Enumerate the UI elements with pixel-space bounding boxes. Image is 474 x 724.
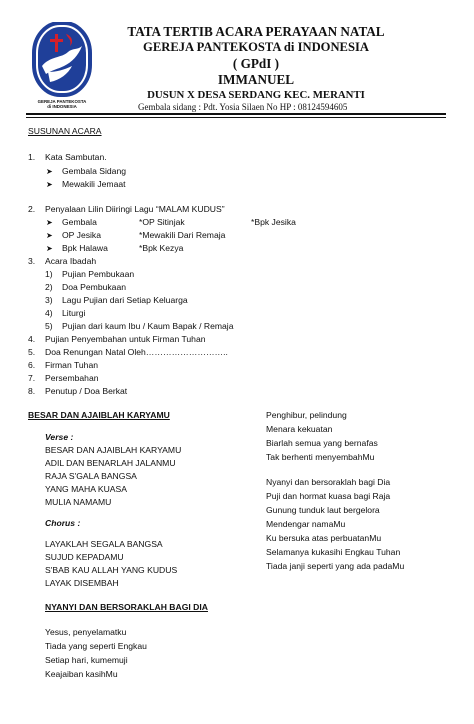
lyric-line: MULIA NAMAMU bbox=[45, 497, 112, 507]
lighter-name: *Mewakili Dari Remaja bbox=[139, 230, 226, 240]
section-heading-susunan: SUSUNAN ACARA bbox=[28, 126, 102, 136]
sub-number: 4) bbox=[45, 308, 53, 318]
header-address: DUSUN X DESA SERDANG KEC. MERANTI bbox=[147, 89, 365, 101]
lyric-line: Ku bersuka atas perbuatanMu bbox=[266, 533, 382, 543]
song-title: NYANYI DAN BERSORAKLAH BAGI DIA bbox=[45, 602, 208, 612]
item-number: 8. bbox=[28, 386, 36, 396]
item-text: Doa Renungan Natal Oleh……………………….. bbox=[45, 347, 228, 357]
item-text: Penutup / Doa Berkat bbox=[45, 386, 128, 396]
lyric-line: Selamanya kukasihi Engkau Tuhan bbox=[266, 547, 401, 557]
arrow-bullet-icon: ➤ bbox=[46, 167, 53, 176]
header-congregation: IMMANUEL bbox=[217, 72, 295, 87]
item-number: 7. bbox=[28, 373, 36, 383]
lyric-line: Mendengar namaMu bbox=[266, 519, 346, 529]
lyric-line: Menara kekuatan bbox=[266, 424, 333, 434]
sub-item-text: Liturgi bbox=[62, 308, 86, 318]
sub-number: 5) bbox=[45, 321, 53, 331]
arrow-bullet-icon: ➤ bbox=[46, 218, 53, 227]
lyric-line: SUJUD KEPADAMU bbox=[45, 552, 124, 562]
lighter-name: Gembala bbox=[62, 217, 97, 227]
lyric-line: Biarlah semua yang bernafas bbox=[266, 438, 378, 448]
sub-number: 2) bbox=[45, 282, 53, 292]
lyric-line: Tiada janji seperti yang ada padaMu bbox=[266, 561, 405, 571]
sub-item-text: Pujian dari kaum Ibu / Kaum Bapak / Remaja bbox=[62, 321, 234, 331]
song-title: BESAR DAN AJAIBLAH KARYAMU bbox=[28, 410, 170, 420]
item-text: Firman Tuhan bbox=[45, 360, 99, 370]
lyric-line: Keajaiban kasihMu bbox=[45, 669, 118, 679]
item-text: Penyalaan Lilin Diiringi Lagu “MALAM KUDUS” bbox=[45, 204, 225, 214]
item-number: 1. bbox=[28, 152, 36, 162]
arrow-bullet-icon: ➤ bbox=[46, 231, 53, 240]
header-title: TATA TERTIB ACARA PERAYAAN NATAL bbox=[127, 24, 385, 39]
header-church-name: GEREJA PANTEKOSTA di INDONESIA bbox=[143, 40, 369, 54]
header-divider-thin bbox=[26, 117, 446, 118]
lyric-line: Nyanyi dan bersoraklah bagi Dia bbox=[266, 477, 391, 487]
sub-number: 1) bbox=[45, 269, 53, 279]
item-number: 2. bbox=[28, 204, 36, 214]
item-number: 6. bbox=[28, 360, 36, 370]
lyric-line: ADIL DAN BENARLAH JALANMU bbox=[45, 458, 176, 468]
lighter-name: *OP Sitinjak bbox=[139, 217, 185, 227]
item-text: Acara Ibadah bbox=[45, 256, 97, 266]
arrow-bullet-icon: ➤ bbox=[46, 180, 53, 189]
sub-item-text: Doa Pembukaan bbox=[62, 282, 127, 292]
lyric-line: Tiada yang seperti Engkau bbox=[45, 641, 147, 651]
sub-item-text: Gembala Sidang bbox=[62, 166, 127, 176]
lyric-line: BESAR DAN AJAIBLAH KARYAMU bbox=[45, 445, 182, 455]
lyric-line: Yesus, penyelamatku bbox=[45, 627, 127, 637]
logo-text-line2: di INDONESIA bbox=[47, 104, 77, 109]
arrow-bullet-icon: ➤ bbox=[46, 244, 53, 253]
header-abbrev: ( GPdI ) bbox=[232, 56, 280, 71]
header-pastor: Gembala sidang : Pdt. Yosia Silaen No HP : 08124594605 bbox=[138, 102, 348, 112]
lyric-line: LAYAKLAH SEGALA BANGSA bbox=[45, 539, 163, 549]
lighter-name: *Bpk Jesika bbox=[251, 217, 296, 227]
sub-item-text: Pujian Pembukaan bbox=[62, 269, 135, 279]
item-text: Persembahan bbox=[45, 373, 99, 383]
item-number: 5. bbox=[28, 347, 36, 357]
lyric-line: RAJA S'GALA BANGSA bbox=[45, 471, 137, 481]
logo-text-line1: GEREJA PANTEKOSTA bbox=[37, 99, 87, 104]
lyric-line: YANG MAHA KUASA bbox=[45, 484, 127, 494]
item-text: Kata Sambutan. bbox=[45, 152, 107, 162]
lyric-line: Penghibur, pelindung bbox=[266, 410, 347, 420]
lyric-line: S'BAB KAU ALLAH YANG KUDUS bbox=[45, 565, 178, 575]
sub-item-text: Mewakili Jemaat bbox=[62, 179, 126, 189]
lighter-name: OP Jesika bbox=[62, 230, 102, 240]
lyric-line: Tak berhenti menyembahMu bbox=[266, 452, 375, 462]
item-number: 4. bbox=[28, 334, 36, 344]
lighter-name: *Bpk Kezya bbox=[139, 243, 184, 253]
verse-label: Verse : bbox=[45, 432, 74, 442]
sub-item-text: Lagu Pujian dari Setiap Keluarga bbox=[62, 295, 188, 305]
chorus-label: Chorus : bbox=[45, 518, 81, 528]
item-text: Pujian Penyembahan untuk Firman Tuhan bbox=[45, 334, 206, 344]
sub-number: 3) bbox=[45, 295, 53, 305]
gpdi-logo bbox=[28, 22, 96, 112]
lyric-line: Puji dan hormat kuasa bagi Raja bbox=[266, 491, 391, 501]
header-divider bbox=[26, 113, 446, 115]
lighter-name: Bpk Halawa bbox=[62, 243, 108, 253]
item-number: 3. bbox=[28, 256, 36, 266]
lyric-line: Gunung tunduk laut bergelora bbox=[266, 505, 380, 515]
lyric-line: Setiap hari, kumemuji bbox=[45, 655, 128, 665]
lyric-line: LAYAK DISEMBAH bbox=[45, 578, 119, 588]
